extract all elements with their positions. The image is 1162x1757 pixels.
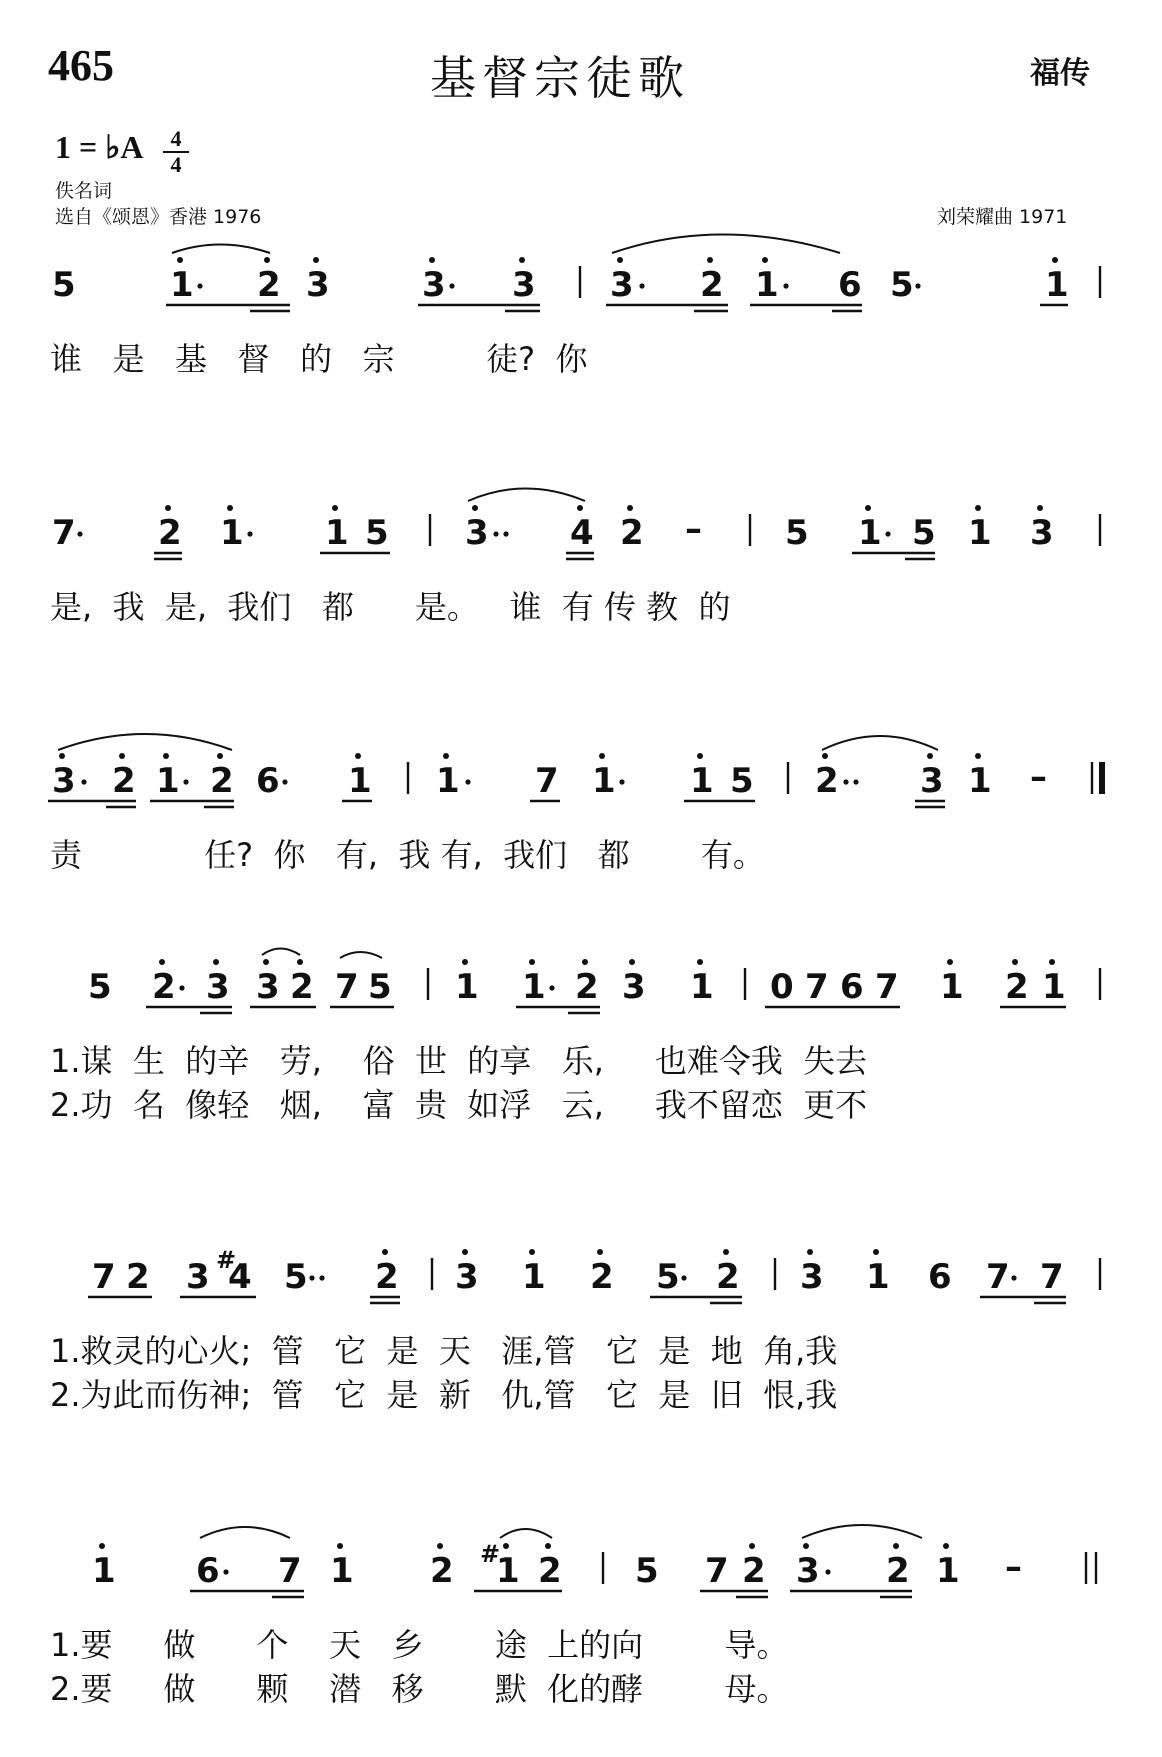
svg-text:1: 1 [156,761,180,801]
svg-text:3: 3 [800,1257,824,1297]
system-2-notation [52,489,1100,560]
source-credit: 选自《颂恩》香港 1976 [55,206,262,228]
svg-text:7: 7 [986,1257,1010,1297]
svg-text:5: 5 [730,761,754,801]
category-tag: 福传 [1030,56,1090,91]
svg-text:2: 2 [112,761,136,801]
svg-text:5: 5 [88,967,112,1007]
svg-text:2: 2 [886,1551,910,1591]
svg-text:1: 1 [690,967,714,1007]
svg-text:1: 1 [348,761,372,801]
svg-text:2: 2 [700,265,724,305]
svg-text:2: 2 [257,265,281,305]
svg-text:7: 7 [805,967,829,1007]
system-4-notation [88,949,1100,1014]
svg-text:1: 1 [755,265,779,305]
svg-text:6: 6 [838,265,862,305]
svg-text:2: 2 [152,967,176,1007]
svg-text:1: 1 [220,513,244,553]
svg-text:5: 5 [368,967,392,1007]
svg-text:2: 2 [158,513,182,553]
lyric-line-5-verse-2: 2.为此而伤神; 管 它 是 新 仇,管 它 是 旧 恨,我 [50,1376,838,1414]
svg-text:7: 7 [705,1551,729,1591]
system-5-notation [88,1246,1100,1303]
system-1-notation [52,235,1100,312]
svg-text:5: 5 [890,265,914,305]
svg-text:5: 5 [635,1551,659,1591]
lyric-line-3: 责 任? 你 有, 我 有, 我们 都 有。 [50,836,765,874]
svg-text:1: 1 [866,1257,890,1297]
system-6-notation [92,1525,1096,1597]
svg-text:4: 4 [570,513,594,553]
svg-text:7: 7 [278,1551,302,1591]
svg-text:3: 3 [610,265,634,305]
svg-text:3: 3 [206,967,230,1007]
svg-text:2: 2 [716,1257,740,1297]
svg-text:2: 2 [742,1551,766,1591]
svg-text:3: 3 [306,265,330,305]
svg-text:7: 7 [1040,1257,1064,1297]
svg-text:7: 7 [92,1257,116,1297]
lyricist-credit: 佚名词 [55,180,113,202]
svg-text:1: 1 [522,1257,546,1297]
lyric-line-1: 谁 是 基 督 的 宗 徒? 你 [50,340,588,378]
svg-text:1: 1 [455,967,479,1007]
svg-text:1: 1 [936,1551,960,1591]
svg-text:6: 6 [256,761,280,801]
svg-text:3: 3 [52,761,76,801]
notation-text-1 [0,0,1,1]
svg-text:3: 3 [920,761,944,801]
svg-text:3: 3 [1030,513,1054,553]
svg-text:5: 5 [912,513,936,553]
svg-text:5: 5 [284,1257,308,1297]
svg-text:1: 1 [92,1551,116,1591]
lyric-line-6-verse-1: 1.要 做 个 天 乡 途 上的向 导。 [50,1626,789,1664]
svg-text:3: 3 [512,265,536,305]
svg-text:1: 1 [1042,967,1066,1007]
svg-text:1: 1 [968,513,992,553]
svg-text:2: 2 [815,761,839,801]
svg-text:1: 1 [968,761,992,801]
svg-text:5: 5 [785,513,809,553]
svg-text:#: # [480,1540,501,1568]
lyric-line-6-verse-2: 2.要 做 颗 潜 移 默 化的酵 母。 [50,1670,789,1708]
lyric-line-5-verse-1: 1.救灵的心火; 管 它 是 天 涯,管 它 是 地 角,我 [50,1332,838,1370]
svg-text:3: 3 [465,513,489,553]
svg-text:7: 7 [535,761,559,801]
svg-text:1: 1 [330,1551,354,1591]
svg-text:1: 1 [325,513,349,553]
svg-text:7: 7 [335,967,359,1007]
svg-text:–: – [685,509,702,549]
lyric-line-2: 是, 我 是, 我们 都 是。 谁 有 传 教 的 [50,588,731,626]
svg-text:2: 2 [590,1257,614,1297]
page-title: 基督宗徒歌 [430,51,690,105]
lyric-line-4-verse-2: 2.功 名 像轻 烟, 富 贵 如浮 云, 我不留恋 更不 [50,1086,868,1124]
svg-text:1: 1 [522,967,546,1007]
svg-text:1: 1 [1045,265,1069,305]
svg-text:2: 2 [126,1257,150,1297]
svg-text:5: 5 [656,1257,680,1297]
svg-text:–: – [1030,757,1047,797]
svg-text:7: 7 [875,967,899,1007]
svg-text:1: 1 [170,265,194,305]
svg-text:2: 2 [620,513,644,553]
svg-text:1: 1 [496,1551,520,1591]
svg-text:–: – [1005,1547,1022,1587]
svg-text:5: 5 [52,265,76,305]
svg-text:3: 3 [186,1257,210,1297]
svg-text:3: 3 [422,265,446,305]
svg-text:6: 6 [196,1551,220,1591]
svg-text:2: 2 [538,1551,562,1591]
hymn-number: 465 [48,41,114,90]
time-signature: 4 4 [163,128,189,176]
svg-text:2: 2 [1005,967,1029,1007]
svg-text:5: 5 [365,513,389,553]
svg-text:#: # [216,1246,237,1274]
svg-text:2: 2 [430,1551,454,1591]
svg-text:4: 4 [228,1257,252,1297]
svg-text:3: 3 [622,967,646,1007]
svg-text:2: 2 [375,1257,399,1297]
lyric-line-4-verse-1: 1.谋 生 的辛 劳, 俗 世 的享 乐, 也难令我 失去 [50,1042,868,1080]
system-3-notation [48,734,1102,807]
svg-text:2: 2 [210,761,234,801]
svg-text:3: 3 [455,1257,479,1297]
svg-text:0: 0 [770,967,794,1007]
svg-text:2: 2 [290,967,314,1007]
svg-text:1: 1 [940,967,964,1007]
svg-text:1: 1 [690,761,714,801]
svg-text:1: 1 [858,513,882,553]
key-signature: 1 = ♭A [55,129,144,165]
svg-text:1: 1 [436,761,460,801]
svg-text:1: 1 [592,761,616,801]
composer-credit: 刘荣耀曲 1971 [937,206,1068,228]
svg-text:2: 2 [575,967,599,1007]
svg-text:3: 3 [796,1551,820,1591]
svg-text:6: 6 [840,967,864,1007]
svg-text:6: 6 [928,1257,952,1297]
svg-text:7: 7 [52,513,76,553]
svg-text:3: 3 [256,967,280,1007]
